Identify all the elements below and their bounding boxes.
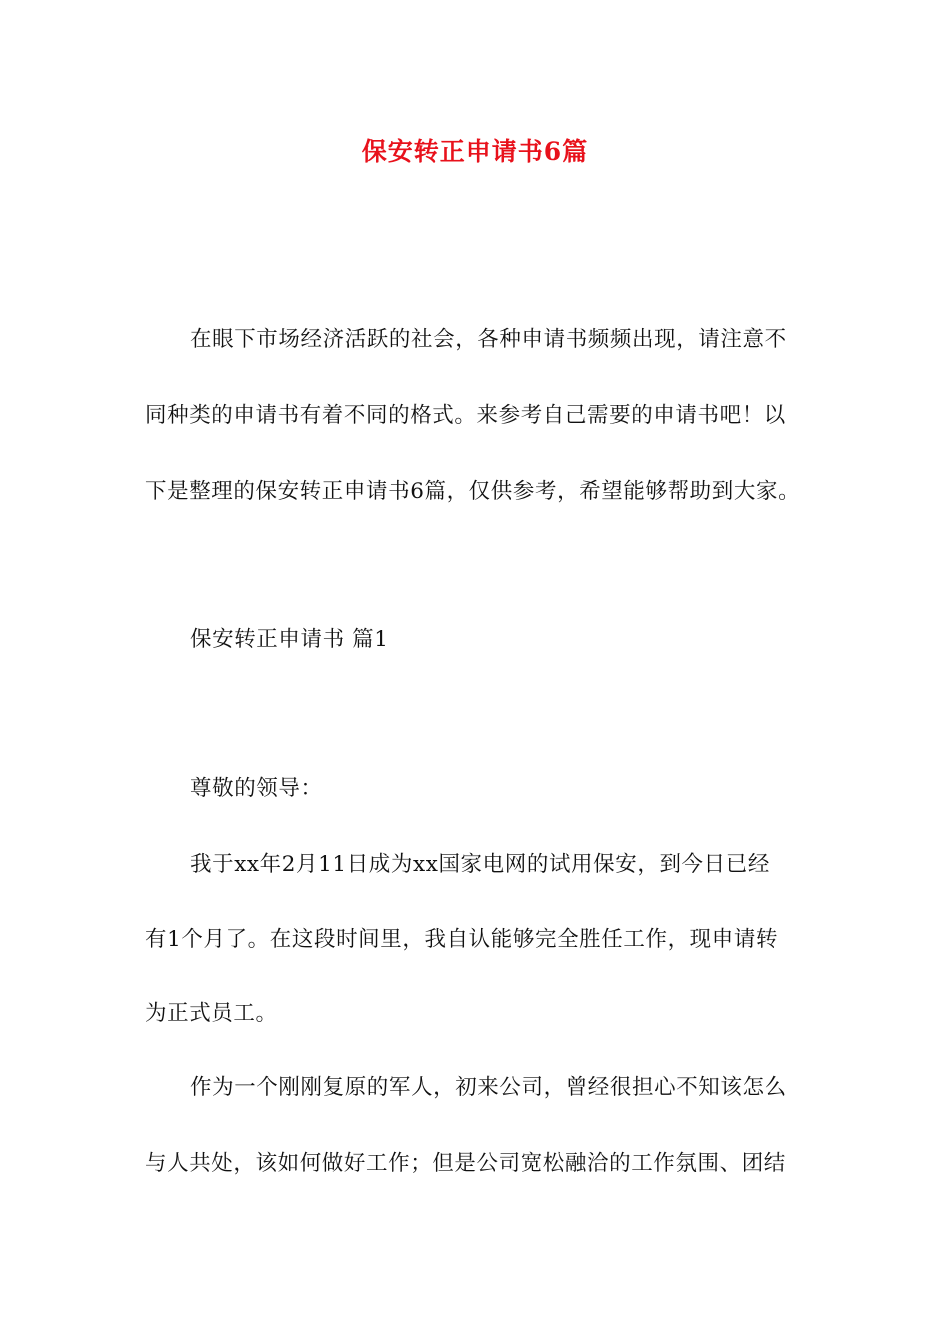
intro-line-3: 下是整理的保安转正申请书6篇，仅供参考，希望能够帮助到大家。 bbox=[145, 479, 801, 504]
paragraph2-line-1: 作为一个刚刚复原的军人，初来公司，曾经很担心不知该怎么 bbox=[190, 1075, 787, 1100]
paragraph1-line-3: 为正式员工。 bbox=[145, 1001, 278, 1026]
intro-line-1: 在眼下市场经济活跃的社会，各种申请书频频出现，请注意不 bbox=[190, 327, 787, 352]
paragraph1-line-2: 有1个月了。在这段时间里，我自认能够完全胜任工作，现申请转 bbox=[145, 927, 779, 952]
paragraph2-line-2: 与人共处，该如何做好工作；但是公司宽松融洽的工作氛围、团结 bbox=[145, 1151, 786, 1176]
section-heading: 保安转正申请书 篇1 bbox=[190, 627, 389, 652]
document-title: 保安转正申请书6篇 bbox=[361, 137, 589, 166]
salutation: 尊敬的领导： bbox=[190, 776, 323, 801]
intro-line-2: 同种类的申请书有着不同的格式。来参考自己需要的申请书吧！以 bbox=[145, 403, 786, 428]
paragraph1-line-1: 我于xx年2月11日成为xx国家电网的试用保安，到今日已经 bbox=[190, 852, 770, 877]
